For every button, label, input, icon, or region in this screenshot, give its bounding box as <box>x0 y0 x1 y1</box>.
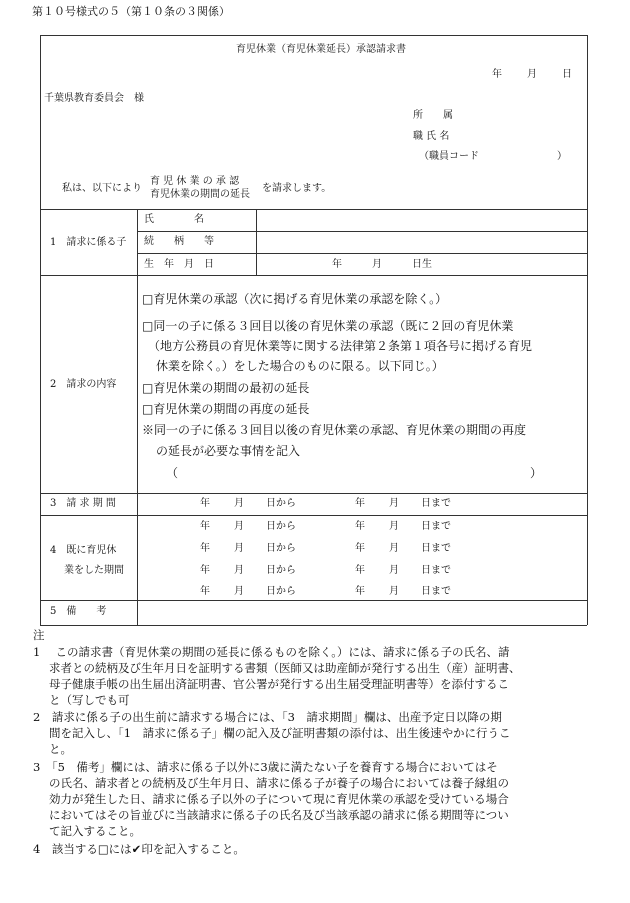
prev-from-month: 月 <box>234 543 244 554</box>
prev-to-year: 年 <box>355 586 365 597</box>
rule-section2-top <box>40 275 587 276</box>
prev-to-day: 日まで <box>421 521 451 532</box>
section1-label: 1 請求に係る子 <box>50 237 127 248</box>
reason-instruction: ※同一の子に係る３回目以後の育児休業の承認、育児休業の期間の再度 <box>142 423 527 437</box>
reason-close-paren: ） <box>530 466 543 480</box>
child-birth-value: 年 月 日生 <box>332 259 432 270</box>
date-year-label: 年 <box>492 69 502 80</box>
prev-from-year: 年 <box>200 586 210 597</box>
note-2-cont: と。 <box>49 742 72 756</box>
note-1-cont: 母子健康手帳の出生届出済証明書、官公署が発行する出生届受理証明書等）を添付するこ <box>49 677 509 691</box>
staff-code-close: ） <box>557 151 567 162</box>
option-third-approval-cont1: （地方公務員の育児休業等に関する法律第２条第１項各号に掲げる育児 <box>148 339 533 353</box>
s1-inner-divider <box>256 209 257 275</box>
form-number: 第１０号様式の５（第１０条の３関係） <box>32 5 230 18</box>
prev-from-day: 日から <box>266 586 296 597</box>
section4-label-line1: 4 既に育児休 <box>50 545 117 556</box>
prev-from-month: 月 <box>234 521 244 532</box>
note-4: 4 該当する□には✔印を記入すること。 <box>33 842 245 856</box>
note-2: 2 請求に係る子の出生前に請求する場合には、「3 請求期間」欄は、出産予定日以降の期 <box>33 710 502 724</box>
period-from-year: 年 <box>200 498 210 509</box>
prev-to-month: 月 <box>389 565 399 576</box>
period-to-month: 月 <box>389 498 399 509</box>
prev-from-month: 月 <box>234 565 244 576</box>
child-name-label: 氏 名 <box>144 214 204 225</box>
option-third-approval: □同一の子に係る３回目以後の育児休業の承認（既に２回の育児休業 <box>142 319 514 333</box>
prev-from-year: 年 <box>200 521 210 532</box>
prev-from-day: 日から <box>266 565 296 576</box>
prev-to-day: 日まで <box>421 565 451 576</box>
section3-label: 3 請 求 期 間 <box>50 498 116 509</box>
prev-to-month: 月 <box>389 521 399 532</box>
request-suffix: を請求します。 <box>262 183 332 194</box>
reason-open-paren: （ <box>166 466 179 480</box>
frame-top <box>40 35 587 36</box>
period-to-day: 日まで <box>421 498 451 509</box>
form-title: 育児休業（育児休業延長）承認請求書 <box>236 44 406 55</box>
child-birth-label: 生 年 月 日 <box>144 259 214 270</box>
child-relation-label: 続 柄 等 <box>144 236 214 247</box>
date-month-label: 月 <box>527 69 537 80</box>
rule-section5-top <box>40 600 587 601</box>
prev-to-year: 年 <box>355 543 365 554</box>
period-from-month: 月 <box>234 498 244 509</box>
option-third-approval-cont2: 休業を除く。）をした場合のものに限る。以下同じ。） <box>156 359 444 373</box>
note-1-cont: と（写しでも可 <box>49 693 130 707</box>
request-option-approval: 育 児 休 業 の 承 認 <box>150 176 240 187</box>
rule-s1-row2 <box>137 253 587 254</box>
period-to-year: 年 <box>355 498 365 509</box>
option-approval: □育児休業の承認（次に掲げる育児休業の承認を除く。） <box>142 292 448 306</box>
prev-to-day: 日まで <box>421 586 451 597</box>
reason-instruction-cont: の延長が必要な事情を記入 <box>156 444 301 458</box>
prev-to-month: 月 <box>389 543 399 554</box>
request-prefix: 私は、以下により <box>62 183 142 194</box>
frame-right <box>587 35 588 625</box>
section4-label-line2: 業をした期間 <box>64 565 124 576</box>
note-3-cont: の氏名、請求者との続柄及び生年月日、請求に係る子が養子の場合においては養子縁組の <box>49 776 509 790</box>
frame-bottom <box>40 625 587 626</box>
note-3: 3 「5 備考」欄には、請求に係る子以外に3歳に満たない子を養育する場合においてはそ <box>33 760 498 774</box>
addressee: 千葉県教育委員会 様 <box>44 93 144 104</box>
prev-to-day: 日まで <box>421 543 451 554</box>
prev-to-year: 年 <box>355 565 365 576</box>
staff-code-label: （職員コード <box>419 151 479 162</box>
prev-from-month: 月 <box>234 586 244 597</box>
section2-label: 2 請求の内容 <box>50 379 117 390</box>
staff-name-label: 職 氏 名 <box>413 131 450 142</box>
prev-from-day: 日から <box>266 543 296 554</box>
request-option-extension: 育児休業の期間の延長 <box>150 189 250 200</box>
rule-section4-top <box>40 515 587 516</box>
date-day-label: 日 <box>562 69 572 80</box>
rule-section1-top <box>40 209 587 210</box>
rule-s1-row1 <box>137 231 587 232</box>
note-3-cont: においてはその旨並びに当該請求に係る子の氏名及び当該承認の請求に係る期間等につい <box>49 808 509 822</box>
frame-left <box>40 35 41 625</box>
affiliation-label: 所 属 <box>413 110 453 121</box>
note-1-cont: 求者との続柄及び生年月日を証明する書類（医師又は助産師が発行する出生（産）証明書、 <box>49 661 521 675</box>
note-3-cont: て記入すること。 <box>49 824 141 838</box>
column-divider <box>137 209 138 625</box>
note-3-cont: 効力が発生した日、請求に係る子以外の子について現に育児休業の承認を受けている場合 <box>49 792 509 806</box>
section5-label: 5 備 考 <box>50 606 107 617</box>
notes-heading: 注 <box>33 628 45 642</box>
rule-section3-top <box>40 493 587 494</box>
option-second-extension: □育児休業の期間の再度の延長 <box>142 402 310 416</box>
prev-from-day: 日から <box>266 521 296 532</box>
period-from-day: 日から <box>266 498 296 509</box>
prev-from-year: 年 <box>200 543 210 554</box>
prev-to-year: 年 <box>355 521 365 532</box>
prev-from-year: 年 <box>200 565 210 576</box>
option-first-extension: □育児休業の期間の最初の延長 <box>142 381 310 395</box>
note-2-cont: 間を記入し、「1 請求に係る子」欄の記入及び証明書類の添付は、出生後速やかに行うこ <box>49 726 511 740</box>
prev-to-month: 月 <box>389 586 399 597</box>
note-1: 1 この請求書（育児休業の期間の延長に係るものを除く。）には、請求に係る子の氏名、請 <box>33 645 510 659</box>
